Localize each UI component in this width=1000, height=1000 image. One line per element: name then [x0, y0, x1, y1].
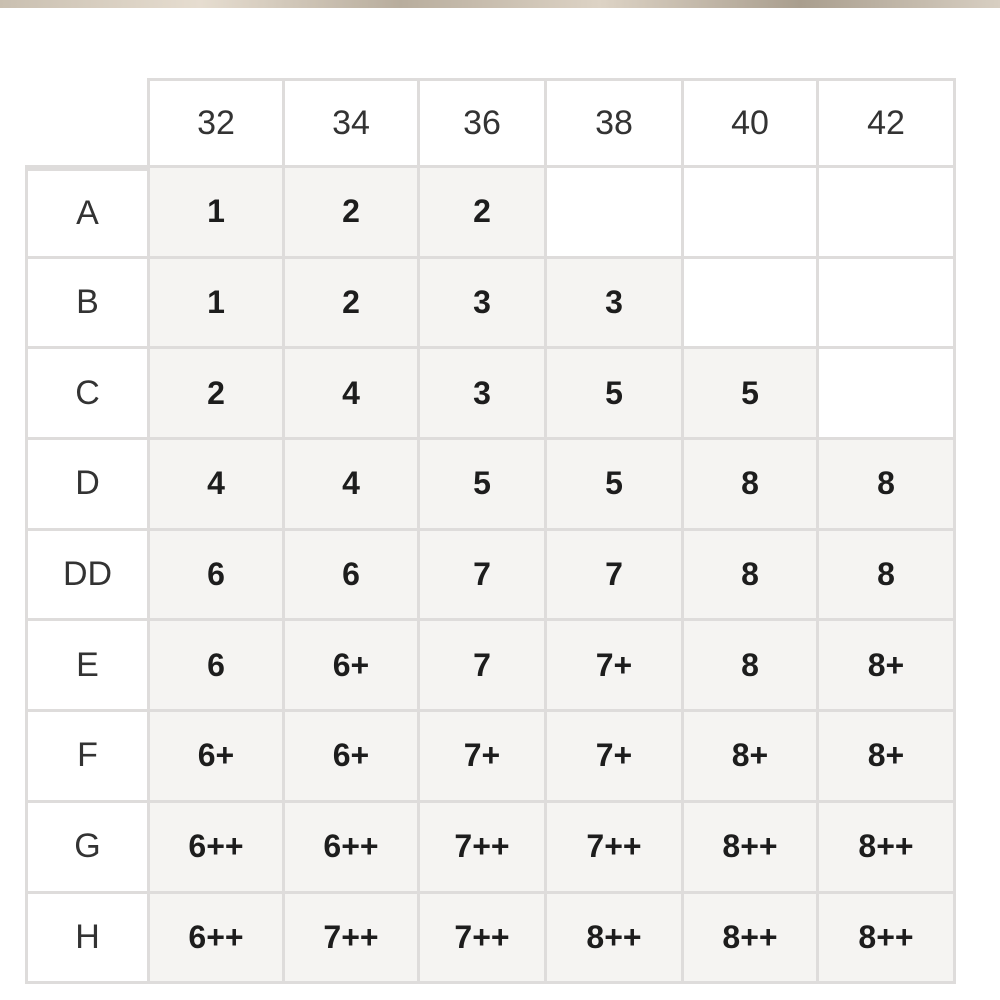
table-cell-empty	[819, 168, 956, 259]
table-cell: 7++	[285, 894, 420, 985]
table-cell-empty	[684, 168, 819, 259]
table-cell-empty	[684, 259, 819, 350]
table-cell: 8+	[819, 621, 956, 712]
row-header: B	[25, 259, 150, 350]
table-cell: 7	[420, 621, 547, 712]
table-cell: 8	[684, 621, 819, 712]
table-cell: 7	[547, 531, 684, 622]
table-cell: 7++	[547, 803, 684, 894]
table-cell: 8	[684, 440, 819, 531]
table-cell: 7+	[420, 712, 547, 803]
table-cell: 1	[150, 168, 285, 259]
table-cell: 7++	[420, 803, 547, 894]
table-cell: 8++	[547, 894, 684, 985]
table-cell: 2	[285, 168, 420, 259]
table-cell: 3	[547, 259, 684, 350]
table-cell-empty	[819, 259, 956, 350]
background-photo-strip	[0, 0, 1000, 8]
table-cell-empty	[819, 349, 956, 440]
table-cell: 4	[285, 349, 420, 440]
size-chart-card	[0, 8, 1000, 1000]
table-cell: 8+	[684, 712, 819, 803]
table-cell: 5	[547, 440, 684, 531]
row-header: C	[25, 349, 150, 440]
table-cell: 6++	[150, 894, 285, 985]
table-cell: 4	[285, 440, 420, 531]
table-cell: 8+	[819, 712, 956, 803]
table-cell: 6++	[285, 803, 420, 894]
table-cell: 8	[819, 531, 956, 622]
table-cell: 6+	[285, 621, 420, 712]
table-cell: 6	[285, 531, 420, 622]
table-cell: 8++	[684, 894, 819, 985]
row-header: H	[25, 894, 150, 985]
table-cell: 3	[420, 259, 547, 350]
row-header: G	[25, 803, 150, 894]
table-cell: 8++	[819, 894, 956, 985]
table-cell: 8	[819, 440, 956, 531]
table-cell: 6	[150, 531, 285, 622]
column-header-40: 40	[684, 78, 819, 168]
table-cell: 5	[420, 440, 547, 531]
table-cell: 6+	[150, 712, 285, 803]
row-header: A	[25, 168, 150, 259]
table-cell: 6++	[150, 803, 285, 894]
table-cell: 7++	[420, 894, 547, 985]
table-cell: 8++	[819, 803, 956, 894]
table-corner	[25, 78, 150, 168]
table-cell: 2	[150, 349, 285, 440]
table-cell: 1	[150, 259, 285, 350]
table-cell-empty	[547, 168, 684, 259]
table-cell: 8++	[684, 803, 819, 894]
table-cell: 6	[150, 621, 285, 712]
column-header-36: 36	[420, 78, 547, 168]
table-cell: 8	[684, 531, 819, 622]
row-header: E	[25, 621, 150, 712]
row-header: DD	[25, 531, 150, 622]
table-cell: 7	[420, 531, 547, 622]
column-header-42: 42	[819, 78, 956, 168]
row-header: D	[25, 440, 150, 531]
table-cell: 2	[420, 168, 547, 259]
column-header-32: 32	[150, 78, 285, 168]
table-cell: 4	[150, 440, 285, 531]
table-cell: 5	[547, 349, 684, 440]
table-cell: 7+	[547, 621, 684, 712]
row-header: F	[25, 712, 150, 803]
size-chart-table	[25, 78, 956, 984]
table-cell: 5	[684, 349, 819, 440]
table-cell: 3	[420, 349, 547, 440]
column-header-34: 34	[285, 78, 420, 168]
table-cell: 6+	[285, 712, 420, 803]
table-cell: 2	[285, 259, 420, 350]
table-cell: 7+	[547, 712, 684, 803]
column-header-38: 38	[547, 78, 684, 168]
